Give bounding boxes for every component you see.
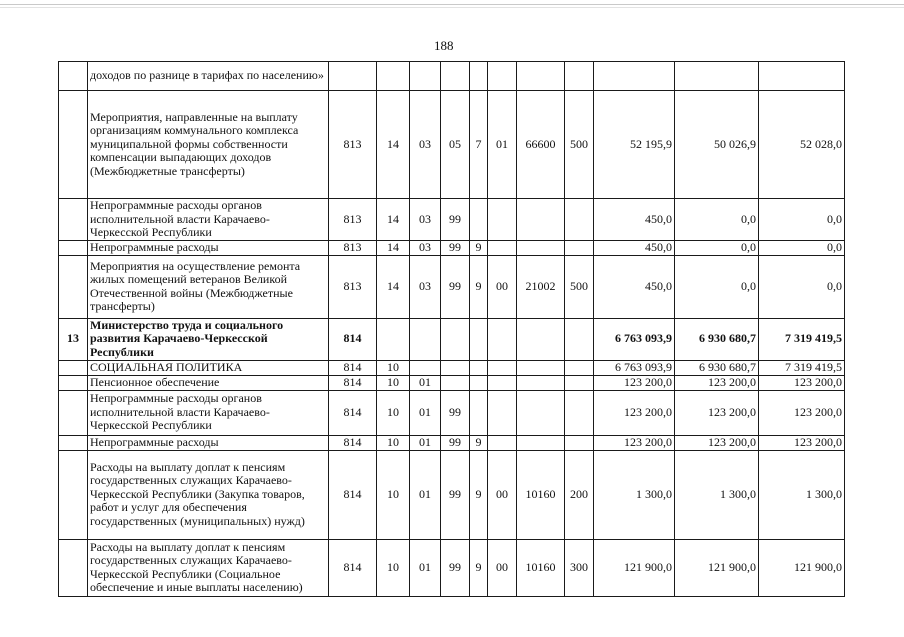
table-row — [59, 240, 845, 255]
code-ved — [329, 62, 377, 91]
code-target: 21002 — [517, 255, 565, 318]
code-ved: 813 — [329, 240, 377, 255]
table-row — [59, 360, 845, 375]
code-expense-type — [565, 240, 594, 255]
amount-year-3: 7 319 419,5 — [759, 360, 845, 375]
code-subsection: 01 — [410, 390, 441, 435]
amount-year-3: 52 028,0 — [759, 91, 845, 199]
code-expense-type: 500 — [565, 255, 594, 318]
amount-year-2: 0,0 — [675, 240, 759, 255]
code-program: 99 — [441, 199, 470, 241]
table-row — [59, 390, 845, 435]
amount-year-1: 1 300,0 — [594, 450, 675, 539]
row-name: Расходы на выплату доплат к пенсиям государственных служащих Карачаево-Черкесской Республики (Закупка товаров, работ и услуг для обеспечения государственных (муниципальных) нужд) — [88, 450, 329, 539]
code-target — [517, 360, 565, 375]
row-number — [59, 240, 88, 255]
row-name: Расходы на выплату доплат к пенсиям государственных служащих Карачаево-Черкесской Республики (Социальное обеспечение и иные выплаты населению) — [88, 539, 329, 596]
code-direction — [488, 240, 517, 255]
code-subprogram: 9 — [470, 539, 488, 596]
code-target — [517, 62, 565, 91]
row-number — [59, 360, 88, 375]
row-name: Мероприятия на осуществление ремонта жилых помещений ветеранов Великой Отечественной войны (Межбюджетные трансферты) — [88, 255, 329, 318]
code-subsection: 03 — [410, 240, 441, 255]
code-ved: 814 — [329, 390, 377, 435]
code-ved: 814 — [329, 318, 377, 360]
code-section: 14 — [377, 255, 410, 318]
amount-year-3: 0,0 — [759, 255, 845, 318]
code-subsection: 03 — [410, 199, 441, 241]
code-expense-type: 300 — [565, 539, 594, 596]
code-program: 05 — [441, 91, 470, 199]
code-subsection — [410, 318, 441, 360]
row-name: Непрограммные расходы органов исполнительной власти Карачаево-Черкесской Республики — [88, 199, 329, 241]
code-ved: 813 — [329, 91, 377, 199]
code-program — [441, 360, 470, 375]
amount-year-1: 123 200,0 — [594, 435, 675, 450]
code-subsection — [410, 62, 441, 91]
row-number — [59, 390, 88, 435]
code-program: 99 — [441, 435, 470, 450]
table-row — [59, 539, 845, 596]
amount-year-3: 1 300,0 — [759, 450, 845, 539]
code-subprogram: 9 — [470, 450, 488, 539]
table-row — [59, 91, 845, 199]
code-direction — [488, 318, 517, 360]
amount-year-1: 123 200,0 — [594, 390, 675, 435]
row-name: Непрограммные расходы органов исполнительной власти Карачаево-Черкесской Республики — [88, 390, 329, 435]
row-name: Министерство труда и социального развития Карачаево-Черкесской Республики — [88, 318, 329, 360]
code-section: 10 — [377, 375, 410, 390]
code-ved: 814 — [329, 435, 377, 450]
row-number — [59, 435, 88, 450]
code-direction: 01 — [488, 91, 517, 199]
code-subprogram — [470, 390, 488, 435]
row-number: 13 — [59, 318, 88, 360]
amount-year-2: 6 930 680,7 — [675, 318, 759, 360]
row-name: доходов по разнице в тарифах по населению» — [88, 62, 329, 91]
code-direction: 00 — [488, 539, 517, 596]
code-direction: 00 — [488, 450, 517, 539]
code-program: 99 — [441, 255, 470, 318]
row-number — [59, 91, 88, 199]
code-subprogram: 7 — [470, 91, 488, 199]
code-program — [441, 318, 470, 360]
code-ved: 814 — [329, 539, 377, 596]
amount-year-3: 123 200,0 — [759, 375, 845, 390]
code-direction — [488, 199, 517, 241]
code-target: 66600 — [517, 91, 565, 199]
amount-year-3: 0,0 — [759, 240, 845, 255]
code-target — [517, 390, 565, 435]
code-ved: 814 — [329, 360, 377, 375]
code-section: 10 — [377, 360, 410, 375]
code-program: 99 — [441, 390, 470, 435]
code-direction: 00 — [488, 255, 517, 318]
amount-year-3: 123 200,0 — [759, 390, 845, 435]
code-direction — [488, 435, 517, 450]
row-name: Непрограммные расходы — [88, 240, 329, 255]
code-section: 10 — [377, 435, 410, 450]
table-row — [59, 62, 845, 91]
code-subprogram: 9 — [470, 435, 488, 450]
row-number — [59, 255, 88, 318]
row-number — [59, 539, 88, 596]
code-subprogram: 9 — [470, 255, 488, 318]
row-name: Непрограммные расходы — [88, 435, 329, 450]
code-expense-type — [565, 199, 594, 241]
code-subsection: 01 — [410, 435, 441, 450]
amount-year-3: 121 900,0 — [759, 539, 845, 596]
amount-year-2: 50 026,9 — [675, 91, 759, 199]
amount-year-1: 52 195,9 — [594, 91, 675, 199]
amount-year-2 — [675, 62, 759, 91]
row-number — [59, 62, 88, 91]
amount-year-1: 450,0 — [594, 240, 675, 255]
row-name: Мероприятия, направленные на выплату организациям коммунального комплекса муниципальной формы собственности компенсации выпадающих доходов (Межбюджетные трансферты) — [88, 91, 329, 199]
code-target — [517, 199, 565, 241]
code-expense-type — [565, 435, 594, 450]
amount-year-2: 0,0 — [675, 255, 759, 318]
code-expense-type — [565, 360, 594, 375]
row-number — [59, 199, 88, 241]
amount-year-2: 123 200,0 — [675, 375, 759, 390]
code-subprogram: 9 — [470, 240, 488, 255]
code-target — [517, 375, 565, 390]
code-expense-type — [565, 62, 594, 91]
table-row — [59, 318, 845, 360]
amount-year-2: 6 930 680,7 — [675, 360, 759, 375]
code-ved: 813 — [329, 255, 377, 318]
amount-year-1: 121 900,0 — [594, 539, 675, 596]
amount-year-3: 123 200,0 — [759, 435, 845, 450]
budget-table-body — [59, 62, 845, 597]
amount-year-3: 0,0 — [759, 199, 845, 241]
amount-year-1: 6 763 093,9 — [594, 318, 675, 360]
code-subsection: 01 — [410, 375, 441, 390]
amount-year-1: 123 200,0 — [594, 375, 675, 390]
code-program: 99 — [441, 240, 470, 255]
amount-year-3 — [759, 62, 845, 91]
amount-year-2: 1 300,0 — [675, 450, 759, 539]
row-name: Пенсионное обеспечение — [88, 375, 329, 390]
code-subsection: 01 — [410, 539, 441, 596]
amount-year-1: 450,0 — [594, 255, 675, 318]
code-subprogram — [470, 62, 488, 91]
table-row — [59, 450, 845, 539]
code-expense-type: 500 — [565, 91, 594, 199]
table-row — [59, 199, 845, 241]
amount-year-2: 123 200,0 — [675, 435, 759, 450]
budget-table — [58, 61, 845, 597]
code-ved: 813 — [329, 199, 377, 241]
code-subprogram — [470, 199, 488, 241]
amount-year-1: 6 763 093,9 — [594, 360, 675, 375]
code-target — [517, 240, 565, 255]
code-section: 10 — [377, 450, 410, 539]
table-row — [59, 255, 845, 318]
code-section: 14 — [377, 199, 410, 241]
code-target — [517, 435, 565, 450]
code-subsection: 03 — [410, 91, 441, 199]
amount-year-1: 450,0 — [594, 199, 675, 241]
code-target — [517, 318, 565, 360]
table-row — [59, 435, 845, 450]
row-number — [59, 450, 88, 539]
code-section: 10 — [377, 539, 410, 596]
row-name: СОЦИАЛЬНАЯ ПОЛИТИКА — [88, 360, 329, 375]
code-target: 10160 — [517, 539, 565, 596]
code-program — [441, 375, 470, 390]
code-subsection — [410, 360, 441, 375]
code-program: 99 — [441, 539, 470, 596]
code-expense-type — [565, 318, 594, 360]
amount-year-3: 7 319 419,5 — [759, 318, 845, 360]
code-subprogram — [470, 375, 488, 390]
code-expense-type — [565, 375, 594, 390]
code-direction — [488, 62, 517, 91]
amount-year-2: 0,0 — [675, 199, 759, 241]
code-ved: 814 — [329, 375, 377, 390]
code-expense-type — [565, 390, 594, 435]
page-top-rule — [0, 4, 904, 8]
amount-year-1 — [594, 62, 675, 91]
row-number — [59, 375, 88, 390]
code-section: 14 — [377, 91, 410, 199]
amount-year-2: 121 900,0 — [675, 539, 759, 596]
code-direction — [488, 360, 517, 375]
code-subprogram — [470, 360, 488, 375]
code-subsection: 01 — [410, 450, 441, 539]
code-subprogram — [470, 318, 488, 360]
code-section — [377, 318, 410, 360]
code-section: 10 — [377, 390, 410, 435]
code-section — [377, 62, 410, 91]
code-program: 99 — [441, 450, 470, 539]
code-expense-type: 200 — [565, 450, 594, 539]
amount-year-2: 123 200,0 — [675, 390, 759, 435]
table-row — [59, 375, 845, 390]
code-subsection: 03 — [410, 255, 441, 318]
code-direction — [488, 390, 517, 435]
code-ved: 814 — [329, 450, 377, 539]
code-target: 10160 — [517, 450, 565, 539]
code-section: 14 — [377, 240, 410, 255]
code-direction — [488, 375, 517, 390]
code-program — [441, 62, 470, 91]
page-number: 188 — [434, 38, 454, 53]
